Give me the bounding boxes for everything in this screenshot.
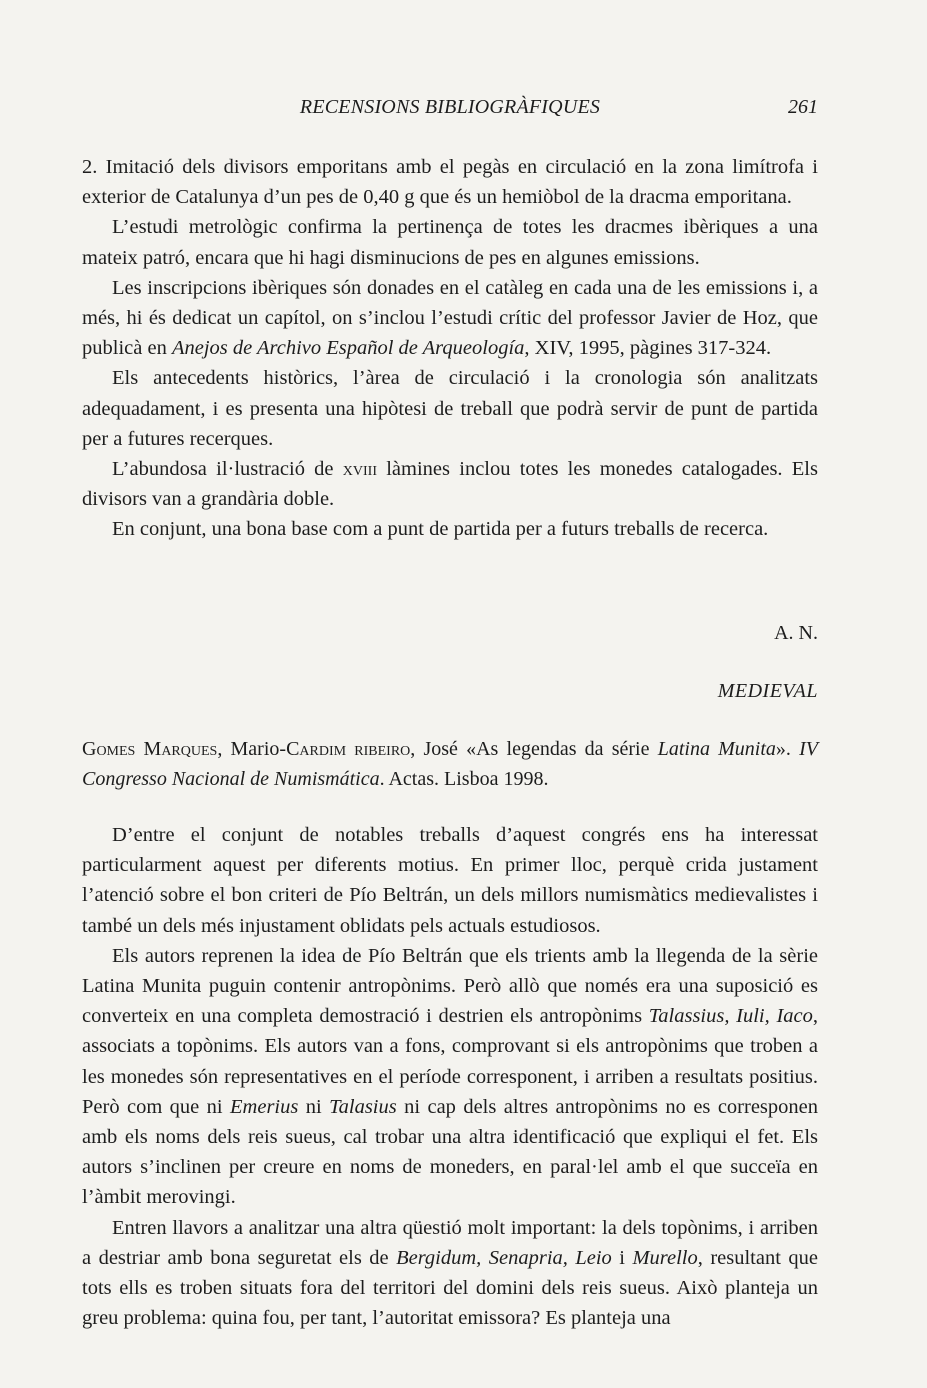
review2-p2-emerius: Emerius	[230, 1095, 299, 1118]
review1-p3-text-b: , XIV, 1995, pàgines 317-324.	[524, 337, 772, 360]
review1-p5-roman-numeral: xviii	[342, 458, 377, 481]
review2-p2-text-b: , associats a topònims. Els autors van a fons, comprovant si els antropònims que troben a les monedes són representatives en el període corresponent, i arriben a resultats positius. Però com que ni	[82, 1005, 818, 1118]
reference-entry	[82, 734, 818, 794]
review2-paragraph-3	[82, 1213, 818, 1334]
running-head-title: RECENSIONS BIBLIOGRÀFIQUES	[299, 96, 601, 118]
review1-paragraph-2: L’estudi metrològic confirma la pertinença de totes les dracmes ibèriques a una mateix patró, encara que hi hagi disminucions de pes en algunes emissions.	[82, 216, 818, 269]
review2-p2-talasius: Talasius	[329, 1095, 397, 1118]
review1-paragraph-1: 2. Imitació dels divisors emporitans amb el pegàs en circulació en la zona limítrofa i exterior de Catalunya d’un pes de 0,40 g que és un hemiòbol de la dracma emporitana.	[82, 156, 818, 209]
review1-p5-text-a: L’abundosa il·lustració de	[112, 458, 343, 481]
running-head	[82, 96, 818, 126]
review2-p2-names: Talassius, Iuli, Iaco	[648, 1005, 813, 1028]
review1-paragraph-3	[82, 273, 818, 364]
review2-p2-text-d: ni cap dels altres antropònims no es corresponen amb els noms dels reis sueus, cal trobar una altra identificació que expliqui el fet. Els autors s’inclinen per creure en noms de moneders, en paral·lel amb el que succeïa en l’àmbit merovingi.	[82, 1095, 818, 1209]
review1-signature: A. N.	[774, 622, 818, 644]
review-2	[82, 820, 818, 1333]
page-number: 261	[788, 96, 818, 118]
section-heading: MEDIEVAL	[717, 680, 818, 702]
review2-p3-text-b: i	[611, 1246, 633, 1269]
review2-p3-text-a: Entren llavors a analitzar una altra qüestió molt important: la dels topònims, i arriben a destriar amb bona seguretat els de	[82, 1216, 818, 1269]
review1-paragraph-5	[82, 454, 818, 514]
reference-title: Latina Munita	[657, 738, 776, 760]
reference-title-close: ».	[775, 738, 791, 760]
review2-p3-murello: Murello	[632, 1246, 698, 1269]
review2-p3-places: Bergidum, Senapria, Leio	[396, 1246, 612, 1269]
reference-author-2-rest: , José «As legendas da série	[410, 738, 658, 760]
review1-paragraph-4: Els antecedents històrics, l’àrea de circulació i la cronologia són analitzats adequadament, i es presenta una hipòtesi de treball que podrà servir de punt de partida per a futures recerques.	[82, 367, 818, 450]
bibliographic-reference	[82, 734, 818, 794]
review1-p3-journal: Anejos de Archivo Español de Arqueología	[171, 337, 525, 360]
review1-paragraph-6: En conjunt, una bona base com a punt de partida per a futurs treballs de recerca.	[112, 518, 769, 541]
reference-venue: IV Congresso Nacional de Numismática	[82, 738, 818, 790]
reference-author-1-rest: , Mario-	[217, 738, 287, 760]
review2-paragraph-1: D’entre el conjunt de notables treballs d’aquest congrés ens ha interessat particularment aquest per diferents motius. En primer lloc, perquè crida justament l’atenció sobre el bon criteri de Pío Beltrán, un dels millors numismàtics medievalistes i també un dels més injustament oblidats pels actuals estudiosos.	[82, 824, 818, 937]
review-1	[82, 152, 818, 545]
reference-author-1: Gomes Marques	[82, 738, 218, 760]
reference-venue-rest: . Actas. Lisboa 1998.	[379, 768, 549, 790]
review2-p3-text-c: , resultant que tots ells es troben situats fora del territori del domini dels reis sueus. Això planteja un greu problema: quina fou, per tant, l’autoritat emissora? Es planteja una	[82, 1246, 818, 1330]
review1-p5-text-b: làmines inclou totes les monedes catalogades. Els divisors van a grandària doble.	[82, 458, 818, 511]
review1-p3-text-a: Les inscripcions ibèriques són donades en el catàleg en cada una de les emissions i, a més, hi és dedicat un capítol, on s’inclou l’estudi crític del professor Javier de Hoz, que publicà en	[82, 276, 818, 360]
review2-p2-text-c: ni	[298, 1095, 330, 1118]
review2-p2-text-a: Els autors reprenen la idea de Pío Beltrán que els trients amb la llegenda de la sèrie Latina Munita puguin contenir antropònims. Però allò que només era una suposició es converteix en una completa demostració i destrien els antropònims	[82, 944, 818, 1028]
review2-paragraph-2	[82, 941, 818, 1213]
reference-author-2: Cardim ribeiro	[286, 738, 411, 760]
